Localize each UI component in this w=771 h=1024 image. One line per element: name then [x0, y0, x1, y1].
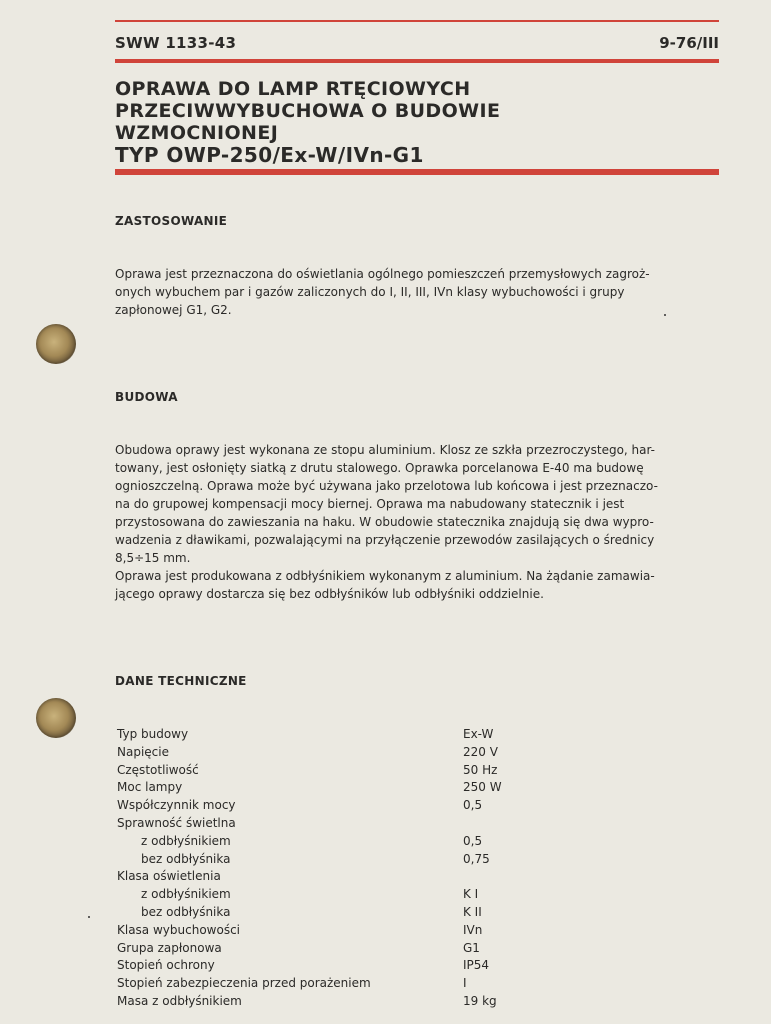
title-red-rule — [115, 169, 719, 175]
section-heading-dane-techniczne: DANE TECHNICZNE — [115, 674, 247, 688]
top-red-rule — [115, 20, 719, 22]
title-type-line: TYP OWP-250/Ex-W/IVn-G1 — [115, 143, 424, 167]
text-line: zapłonowej G1, G2. — [115, 303, 232, 317]
spec-label: Masa z odbłyśnikiem — [117, 993, 242, 1008]
spec-label: Klasa wybuchowości — [117, 922, 240, 937]
text-line: ognioszczelną. Oprawa może być używana jako przelotowa lub końcowa i jest przeznaczo- — [115, 479, 658, 493]
text-line: przystosowana do zawieszania na haku. W obudowie statecznika znajdują się dwa wypro- — [115, 515, 654, 529]
text-line: wadzenia z dławikami, pozwalającymi na przyłączenie przewodów zasilających o średnicy — [115, 533, 655, 547]
spec-value: IVn — [463, 922, 483, 937]
spec-label: Typ budowy — [117, 727, 189, 741]
spec-value: K I — [463, 887, 479, 902]
title-line: OPRAWA DO LAMP RTĘCIOWYCH — [115, 78, 471, 100]
budowa-paragraph — [115, 441, 721, 603]
punch-hole — [36, 324, 76, 364]
spec-value: 50 Hz — [463, 762, 498, 777]
document-code: 9-76/III — [659, 34, 719, 52]
spec-value: 250 W — [463, 780, 502, 795]
page-title — [115, 78, 675, 166]
spec-value: 0,5 — [463, 798, 483, 813]
spec-value: 19 kg — [463, 993, 497, 1008]
text-line: jącego oprawy dostarcza się bez odbłyśników lub odbłyśniki oddzielnie. — [115, 587, 544, 601]
spec-label: Klasa oświetlenia — [117, 869, 221, 884]
spec-value: 0,5 — [463, 833, 483, 848]
text-line: Oprawa jest przeznaczona do oświetlania ogólnego pomieszczeń przemysłowych zagroż- — [115, 267, 650, 281]
spec-label: z odbłyśnikiem — [141, 887, 231, 902]
spec-label: Napięcie — [117, 744, 169, 759]
spec-value: Ex-W — [463, 727, 494, 741]
zastosowanie-paragraph — [115, 265, 721, 319]
spec-label: bez odbłyśnika — [141, 851, 231, 866]
spec-value: I — [463, 976, 467, 991]
section-heading-budowa: BUDOWA — [115, 390, 178, 404]
spec-value: 220 V — [463, 744, 498, 759]
document-number: SWW 1133-43 — [115, 34, 237, 52]
spec-value: IP54 — [463, 958, 490, 973]
title-line: WZMOCNIONEJ — [115, 122, 279, 144]
spec-label: Stopień ochrony — [117, 958, 215, 973]
spec-label: Stopień zabezpieczenia przed porażeniem — [117, 976, 371, 991]
spec-value: K II — [463, 904, 482, 919]
punch-hole — [36, 698, 76, 738]
spec-label: Częstotliwość — [117, 762, 199, 777]
text-line: onych wybuchem par i gazów zaliczonych do I, II, III, IVn klasy wybuchowości i grupy — [115, 285, 625, 299]
speck — [88, 916, 90, 918]
title-line: PRZECIWWYBUCHOWA O BUDOWIE — [115, 100, 501, 122]
spec-label: z odbłyśnikiem — [141, 833, 231, 848]
spec-label: Grupa zapłonowa — [117, 940, 222, 955]
spec-label: Współczynnik mocy — [117, 798, 236, 813]
text-line: na do grupowej kompensacji mocy biernej. Oprawa ma nabudowany statecznik i jest — [115, 497, 625, 511]
spec-value: 0,75 — [463, 851, 490, 866]
text-line: Oprawa jest produkowana z odbłyśnikiem wykonanym z aluminium. Na żądanie zamawia- — [115, 569, 655, 583]
text-line: 8,5÷15 mm. — [115, 551, 191, 565]
spec-label: Moc lampy — [117, 780, 183, 795]
text-line: Obudowa oprawy jest wykonana ze stopu aluminium. Klosz ze szkła przezroczystego, har- — [115, 443, 656, 457]
spec-label: Sprawność świetlna — [117, 815, 236, 830]
spec-value: G1 — [463, 940, 480, 955]
header-red-rule — [115, 59, 719, 63]
text-line: towany, jest osłonięty siatką z drutu stalowego. Oprawka porcelanowa E-40 ma budowę — [115, 461, 644, 475]
spec-label: bez odbłyśnika — [141, 904, 231, 919]
section-heading-zastosowanie: ZASTOSOWANIE — [115, 214, 228, 228]
